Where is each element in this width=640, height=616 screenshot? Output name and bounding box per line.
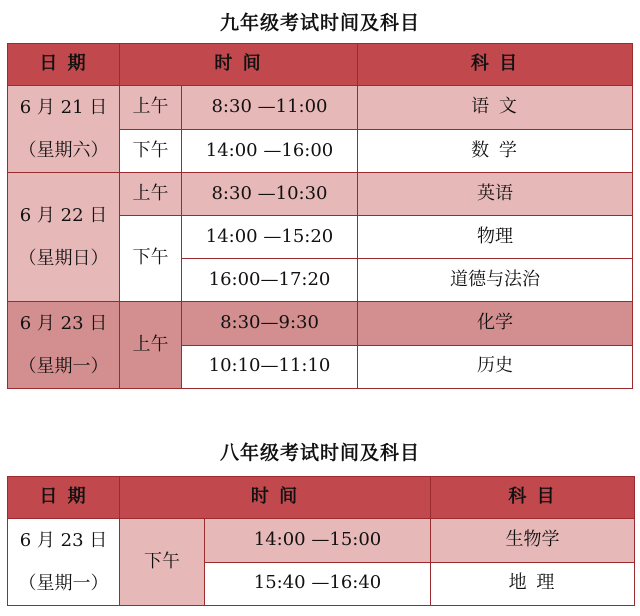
- date-text: 6 月 23 日: [19, 313, 108, 334]
- grade8-title: 八年级考试时间及科目: [219, 442, 420, 464]
- table-row: [8, 86, 633, 130]
- header-date: 日 期: [8, 44, 120, 86]
- weekday-text: （星期一）: [18, 573, 109, 594]
- weekday-text: （星期日）: [18, 248, 109, 269]
- table-row: [8, 173, 633, 216]
- time-cell: 14:00 —16:00: [182, 130, 358, 173]
- date-cell-jun22: [8, 173, 120, 302]
- table-row: [8, 302, 633, 346]
- date-cell-jun23: [8, 519, 120, 606]
- header-date: 日 期: [8, 477, 120, 519]
- subject-cell: 语 文: [358, 86, 633, 130]
- time-cell: 16:00—17:20: [182, 259, 358, 302]
- time-cell: 10:10—11:10: [182, 345, 358, 389]
- header-time: 时 间: [120, 477, 431, 519]
- subject-cell: 化学: [358, 302, 633, 346]
- header-subject: 科 目: [358, 44, 633, 86]
- subject-cell: 生物学: [431, 519, 635, 563]
- table-row: [8, 519, 635, 563]
- date-cell-jun23: [8, 302, 120, 389]
- session-am: 上午: [120, 302, 182, 389]
- time-cell: 15:40 —16:40: [205, 562, 431, 606]
- date-cell-jun21: [8, 86, 120, 173]
- session-pm: 下午: [120, 130, 182, 173]
- time-cell: 14:00 —15:00: [205, 519, 431, 563]
- session-pm: 下午: [120, 216, 182, 302]
- date-text: 6 月 22 日: [19, 205, 108, 226]
- time-cell: 8:30 —11:00: [182, 86, 358, 130]
- subject-cell: 地 理: [431, 562, 635, 606]
- time-cell: 8:30—9:30: [182, 302, 358, 346]
- grade9-schedule-table: [7, 43, 633, 389]
- session-am: 上午: [120, 86, 182, 130]
- weekday-text: （星期六）: [18, 140, 109, 161]
- time-cell: 8:30 —10:30: [182, 173, 358, 216]
- grade8-header-row: [8, 477, 635, 519]
- time-cell: 14:00 —15:20: [182, 216, 358, 259]
- subject-cell: 历史: [358, 345, 633, 389]
- subject-cell: 道德与法治: [358, 259, 633, 302]
- date-text: 6 月 21 日: [19, 97, 108, 118]
- header-subject: 科 目: [431, 477, 635, 519]
- session-am: 上午: [120, 173, 182, 216]
- date-text: 6 月 23 日: [19, 530, 108, 551]
- grade9-header-row: [8, 44, 633, 86]
- subject-cell: 数 学: [358, 130, 633, 173]
- subject-cell: 英语: [358, 173, 633, 216]
- grade8-schedule-table: [7, 476, 635, 606]
- weekday-text: （星期一）: [18, 356, 109, 377]
- subject-cell: 物理: [358, 216, 633, 259]
- header-time: 时 间: [120, 44, 358, 86]
- session-pm: 下午: [120, 519, 205, 606]
- grade9-title: 九年级考试时间及科目: [219, 12, 420, 34]
